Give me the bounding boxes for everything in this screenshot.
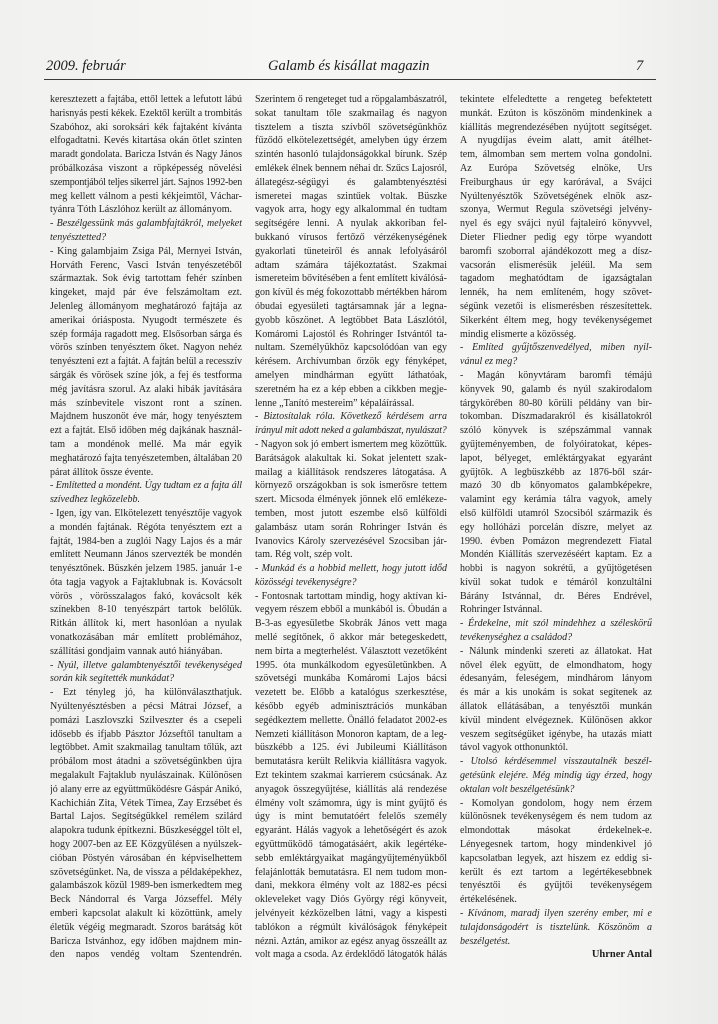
text-line: tenyészteni ezt a fajtát. A fajtán belül a recesszív (50, 356, 242, 368)
text-line: gyobb köszönet. A legtöbbet Bata Lászlótól, (255, 314, 447, 326)
text-line: galambászok közül 1989-ben ismerkedtem meg (50, 880, 242, 892)
text-line: pomázi Laszlovszki Szilveszter és a csepeli (50, 714, 242, 726)
text-column-3 (460, 93, 652, 962)
text-line: szintén hasonló tulajdonságokkal bírunk. Szép (255, 149, 447, 161)
text-line: próbálkozása viszont a röpképesség növelési (50, 162, 242, 174)
text-line: távol vagyok otthonunktól. (460, 742, 569, 754)
interview-answer (50, 93, 242, 217)
text-line: szempontjából teljes sikerrel járt. Sajnos 1992-ben (50, 176, 242, 188)
text-line: keresztezett a fajtába, ettől lettek a lefutott lábú (50, 94, 242, 105)
text-line: Majdnem huszonöt éve már, hogy tenyésztem (50, 411, 242, 423)
text-line: emlékek élnek bennem néhai dr. Szűcs Lajosról, (255, 162, 447, 174)
text-line: getésünk elejére. Még mindig úgy érzed, hogy (460, 770, 652, 782)
text-line: - Említetted a mondént. Úgy tudtam ez a fajta áll (50, 480, 242, 492)
text-line: amerikai óriásposta. Nyugodt természete és (50, 314, 242, 326)
text-line: fűződő elkötelezettségét, amelyben úgy érzem (255, 135, 447, 147)
text-line: Lényegesnek tartom, hogy mindenkivel jó (460, 839, 652, 851)
text-line: - Beszélgessünk más galambfajtákról, melyeket (50, 218, 242, 230)
text-line: környező országokban is sok ismerősre tettem (255, 480, 447, 492)
text-line: Ritkán állítok ki, mert hasonlóan a nyulak (50, 618, 242, 630)
text-line: úgy is mint bemutatóért felelős személy (255, 811, 447, 823)
text-line: 1995. óta munkálkodom egyesületünkben. A (255, 659, 447, 671)
text-line: tagadom meghatódtam de igazságtalan (460, 273, 652, 285)
text-line: tenyésztői és gyűjtői tevékenységem (460, 880, 652, 892)
text-line: gyakorlati tüneteiről és annak lefolyásáról (255, 245, 447, 257)
text-line: Kachichián Zita, Vétek Tímea, Zay Erzsébet és (50, 797, 242, 809)
text-line: a mondén fajtának. Régóta tenyésztem ezt a (50, 521, 242, 533)
text-line: tem, álmomban sem mertem volna gondolni. (460, 149, 652, 161)
text-line: harisnyás pesti kékek. Ezektől került a trombitás (50, 107, 242, 119)
interview-answer (460, 369, 652, 617)
text-line: kívül sokat tudok e témáról konzultálni (460, 576, 652, 588)
text-line: vörös , vörösszalagos fakó, kovácsolt kék (50, 590, 242, 602)
text-line: volt maga a csoda. Az érdeklődő látogatók hálás (255, 949, 447, 961)
interview-question (50, 659, 242, 687)
text-line: élmény volt számomra, úgy is mint gyűjtő és (255, 797, 447, 809)
text-line: - Utolsó kérdésemmel visszautalnék beszél- (460, 756, 652, 768)
text-line: első külföldi utamról Szocsiból származik és (460, 507, 652, 519)
text-line: emberi kapcsolat alakult ki közöttünk, amely (50, 908, 242, 920)
text-line: és már a kis unokám is sokat segítenek az (460, 687, 652, 699)
text-line: Dieter Fliedner pedig egy törpe wyandott (460, 231, 652, 243)
text-line: cióban Pöstyén városában én képviselhettem (50, 852, 242, 864)
text-line: valamint egy kerámia tálra vagyok, amely (460, 494, 652, 506)
text-line: értékelésének. (460, 894, 517, 906)
interview-question (255, 562, 447, 590)
text-line: - King galambjaim Zsiga Pál, Mernyei István, (50, 245, 242, 257)
text-line: oktalan volt beszélgetésünk? (460, 783, 575, 795)
text-line: Baricza Istvánhoz, egy időben majdnem min- (50, 935, 242, 947)
text-line: különösnek tevékenységem és nem tudom az (460, 811, 652, 823)
text-line: mazó 30 db kőnyomatos galambképekre, (460, 480, 652, 492)
text-line: fajtát, 1984-ben a zuglói Nagy Lajos és a már (50, 535, 242, 547)
text-line: említett Neumann János szervezték be mondén (50, 549, 242, 561)
text-line: mellé segítőnek, ő akkor már betegeskedett, (255, 632, 447, 644)
interview-answer (50, 507, 242, 659)
text-line: 1990. évben Pomázon megrendezett Fiatal (460, 535, 652, 547)
text-line: dani, mekkora élmény volt az 1882-es pécsi (255, 880, 447, 892)
text-line: került és ezt tartom a legértékesebbnek (460, 866, 652, 878)
header-rule (44, 79, 656, 80)
text-line: Mondén Kiállítás szervezéséért kaptam. Ez a (460, 549, 652, 561)
text-line: tokomban. Díszmadarakról és kisállatokról (460, 411, 652, 423)
text-line: alapokra tudunk építkezni. Büszkeséggel tölt el, (50, 825, 242, 837)
interview-question (460, 755, 652, 796)
text-line: felajánlották bemutatásra. El nem tudom mon- (255, 866, 447, 878)
text-line: más színbevitele viszont ront a színen. (50, 397, 242, 409)
text-line: során kik segítették munkádat? (50, 673, 175, 685)
text-line: Bartal Lajos. Segítségükkel remélem szilárd (50, 811, 242, 823)
text-line: Nyúltenyésztésben a pécsi Mátrai József, a (50, 701, 242, 713)
text-line: meghatározó fajta tenyészetemben, általában 20 (50, 452, 242, 464)
text-line: együttműködő támogatásáért, akik legértéke- (255, 839, 447, 851)
text-line: tulajdonságodért is tisztelünk. Köszönöm a (460, 921, 652, 933)
text-line: - Nálunk mindenki szereti az állatokat. Hat (460, 645, 652, 657)
interview-question (50, 217, 242, 245)
text-line: sárgák és vörösek színe jók, a fej és testforma (50, 369, 242, 381)
text-line: nézni. Aztán, amikor az egész anyag összeállt az (255, 935, 447, 947)
text-line: Rohringer Istvánnal. (460, 604, 543, 616)
text-line: édesanyám, feleségem, mindhárom lányom (460, 673, 652, 685)
text-line: könyvek 90, galamb és nyúl szakirodalom (460, 383, 652, 395)
text-line: kingeket, majd pár éve felszámoltam ezt. (50, 287, 242, 299)
text-line: állategész-ségügyi és galambtenyésztési (255, 176, 447, 188)
text-line: óta tagja vagyok a Fajtaklubnak is. Kovácsolt (50, 576, 242, 588)
text-line: Nemzeti kiállításon Monoron kaptam, de a leg- (255, 728, 447, 740)
text-line: Beck Nándorral és Varga Józseffel. Mély (50, 894, 242, 906)
text-line: mailag a kiállítások rendszeres látogatása. A (255, 466, 447, 478)
text-line: okleveleket vagy Diós György régi könyveit, (255, 894, 447, 906)
text-line: vörös színben tenyésztem őket. Nagyon nehéz (50, 342, 242, 354)
text-line: Komáromi Lajostól és Rohringer Istvántól ta- (255, 328, 447, 340)
page-number: 7 (636, 58, 644, 74)
text-line: ezt a fajtát. Első időben még dajkának használ- (50, 425, 242, 437)
text-line: életük végéig megmaradt. Szoros barátság köt (50, 921, 242, 933)
interview-answer (460, 797, 652, 907)
text-line: B-3-as egyesületbe Skobrák János vett maga (255, 618, 447, 630)
text-line: szállítási gondjaim vannak autó hiányában. (50, 645, 223, 657)
text-line: Barátságok alakultak ki. Sokat jelentett szak- (255, 452, 447, 464)
text-line: A nyugdíjas éveim alatt, amit átélhet- (460, 135, 652, 147)
interview-question (460, 907, 652, 948)
text-line: Nyúltenyésztők Szövetségének elnök asz- (460, 190, 652, 202)
text-line: - Komolyan gondolom, hogy nem érzem (460, 797, 652, 809)
text-line: - Ezt tényleg jó, ha különválaszthatjuk. (50, 687, 242, 699)
text-line: Jelenleg állományom meghatározó fajtája az (50, 300, 242, 312)
text-line: gyűjtök. A legbüszkébb az 1876-ből szár- (460, 466, 652, 478)
text-line: még javításra szorul. Az alaki hibák javítására (50, 383, 242, 395)
text-line: büszkébb a 125. évi Jubileumi Kiállításon (255, 742, 447, 754)
text-line: galambász utam során Rohringer István és (255, 521, 447, 533)
text-line: vánul ez meg? (460, 356, 518, 368)
text-line: legtöbbet. Amit szakmailag tanultam tőlük, azt (50, 742, 242, 754)
author-name: Uhrner Antal (591, 949, 652, 961)
text-line: szép formája ragadott meg. Elsősorban sárga és (50, 328, 242, 340)
text-line: vagyok arra, hogy egy alkalommal én tudtam (255, 204, 447, 216)
text-line: szóló könyvek is szépszámmal vannak (460, 425, 652, 437)
text-line: baromfi szoborral ajándékozott meg a dísz- (460, 245, 652, 257)
interview-question (460, 341, 652, 369)
text-line: ismeretei magas szintűek voltak. Büszke (255, 190, 447, 202)
text-line: bemutatásra került Relikvia kiállításra vagyok. (255, 756, 447, 768)
text-line: sokat tanultam tőle szakmailag és nagyon (255, 107, 447, 119)
text-column-1 (50, 93, 242, 962)
text-line: tárgykörében 80-80 körüli példány van bir- (460, 397, 652, 409)
text-line: nem bírta a megterhelést. Választott vezetőként (255, 645, 447, 657)
text-line: Szerintem ő rengeteget tud a röpgalambászatról, (255, 94, 447, 105)
text-line: megalakult Fajtaklub nyulászainak. Különösen (50, 770, 242, 782)
text-line: hobbi is nagyon sokrétű, a gyűjtögetésen (460, 563, 652, 575)
text-line: - Érdekelne, mit szól mindehhez a széleskörű (460, 618, 652, 630)
text-line: lenne „Tanító mestereim” képaláírással. (255, 397, 415, 409)
text-line: den napos vendég voltam Szentendrén. (50, 949, 242, 961)
text-line: bukkanó vírusos fertőző vérzékenységének (255, 231, 447, 243)
issue-date: 2009. február (46, 58, 126, 74)
text-line: beszélgetést. (460, 935, 511, 947)
text-line: elmondottak másokat érdekelnek-e. (460, 825, 652, 837)
text-line: hogy 2007-ben az EE Közgyűlésen a nyúlszek- (50, 839, 242, 851)
text-line: szövetségi munkába Komáromi Lajos bácsi (255, 673, 447, 685)
text-line: próbálom most átadni a szövetségünkben újra (50, 756, 242, 768)
text-line: Bárány Istvánnal, dr. Béres Endrével, (460, 590, 652, 602)
text-line: kívül mindent elvégeznek. Különösen akkor (460, 714, 652, 726)
text-line: meg kellett válnom a pesti kékjeimtől, Váchar- (50, 190, 242, 202)
text-line: gon kívül és még fokozottabb mértékben három (255, 287, 447, 299)
text-line: közösségi tevékenységre? (255, 576, 357, 588)
text-line: - Kívánom, maradj ilyen szerény ember, mi e (460, 908, 652, 920)
text-line: temben, most jutott eszembe első külföldi (255, 507, 447, 519)
text-line: maradt gondolata. Baricza István és Nagy János (50, 149, 242, 161)
text-line: tam a mondénok mellé. Ma már egyik (50, 438, 242, 450)
text-line: adtam számára tájékoztatást. Szakmai (255, 259, 447, 271)
text-line: tisztelem a tiszta szívből szövetségünkhöz (255, 121, 447, 133)
text-line: jelvényeit kézközelben látni, vagy a kispesti (255, 908, 447, 920)
text-line: mindig elismerte a közösség. (460, 328, 577, 340)
text-line: elfogadtatni. Kevés kitartása okán ötlet szinten (50, 135, 242, 147)
text-line: párat állítok össze évente. (50, 466, 154, 478)
text-line: tyánra Tóth Lászlóhoz került az állományom. (50, 204, 232, 216)
interview-answer (460, 93, 652, 341)
interview-answer (255, 438, 447, 562)
text-line: - Igen, így van. Elkötelezett tenyésztője vagyok (50, 507, 242, 519)
text-line: - Említed gyűjtőszenvedélyed, miben nyil- (460, 342, 652, 354)
text-line: segítségére lenni. A nyulak akkoriban fel- (255, 218, 447, 230)
text-line: vezetett be. Előbb a katalógus szerkesztése, (255, 687, 447, 699)
text-line: nyel és egy svájci nyúl fajtaleíró könyvvel, (460, 218, 652, 230)
text-line: színekben 8-10 tenyészpárt tartok belőlük. (50, 604, 242, 616)
text-line: vonatkozásában már említett problémához, (50, 632, 242, 644)
text-line: tenyésztőnek. Büszkén jelzem 1985. január 1-e (50, 563, 242, 575)
text-line: egyaránt. Hálás vagyok a lehetőségért és azok (255, 825, 447, 837)
text-line: szonya, Wermut Regula szövetségi jelvény- (460, 204, 652, 216)
text-line: - Munkád és a hobbid mellett, hogy jutott időd (255, 563, 447, 575)
text-line: sebb emléktárgyaikat magángyűjteményükből (255, 852, 447, 864)
text-line: óbudai egyesületi tagtársamnak jár a legna- (255, 300, 447, 312)
text-line: Horváth Ferenc, Vasci István tenyészetéből (50, 259, 242, 271)
interview-question (50, 479, 242, 507)
text-line: szövetségünket. Na, de vissza a példaképekhez, (50, 866, 242, 878)
text-line: Ezt tekintem szakmai karrierem csúcsának. Az (255, 770, 447, 782)
text-line: vacsorán elismerésük jeléül. Ma sem (460, 259, 652, 271)
text-line: - Magán könyvtáram baromfi témájú (460, 369, 652, 381)
text-line: egy hollóházi porcelán díszre, melyet az (460, 521, 652, 533)
text-line: - Fontosnak tartottam mindig, hogy aktívan ki- (255, 590, 447, 602)
text-line: ségünk vezetői is elismerésben részesítettek. (460, 300, 652, 312)
interview-answer (460, 645, 652, 755)
text-line: anyagok összegyűjtése, kiállítás alá rendezése (255, 783, 447, 795)
text-column-2 (255, 93, 447, 962)
text-line: kiállítás megrendezésében nyújtott segítséget. (460, 121, 652, 133)
text-line: később egyéb adminisztrációs munkában (255, 701, 447, 713)
interview-answer (255, 590, 447, 963)
text-line: Sikerként éltem meg, hogy tevékenységemet (460, 314, 652, 326)
text-line: - Biztosítalak róla. Következő kérdésem arra (255, 411, 447, 423)
text-line: segédkeztem mellette. Önálló feladatot 2002-es (255, 714, 447, 726)
text-line: szeretném ha ez a kép ebben a cikkben megje- (255, 383, 447, 395)
text-line: gyűjteményemben, de folyóiratokat, képes- (460, 438, 652, 450)
text-line: szert. Micsoda élmények jönnek elő emlékeze- (255, 494, 447, 506)
text-line: szívedhez legközelebb. (50, 494, 140, 506)
text-line: idősebb és ifjabb Pásztor Józseftől tanultam a (50, 728, 242, 740)
text-line: - Nyúl, illetve galambtenyésztői tevékenységed (50, 659, 242, 671)
text-line: Az Európa Szövetség elnöke, Urs (460, 162, 652, 174)
text-line: állatok ellátásában, a tenyésztői munkán (460, 701, 652, 713)
text-line: munkát. Ezúton is köszönöm mindenkinek a (460, 107, 652, 119)
text-line: nővel élek együtt, de elmondhatom, hogy (460, 659, 652, 671)
interview-answer (255, 93, 447, 410)
interview-answer (50, 686, 242, 962)
text-line: Ivanovics Károly szervezésével Szocsiban jár- (255, 535, 447, 547)
text-line: irányul mit adott neked a galambászat, nyulászat? (255, 425, 447, 437)
text-line: Freiburghaus úr egy karórával, a Svájci (460, 176, 652, 188)
text-line: lennék, ha nem említeném, hogy szövet- (460, 287, 652, 299)
text-line: veszem segítségüket igénybe, ha utazás miatt (460, 728, 652, 740)
text-line: lapot, bélyeget, emléktárgyakat egyaránt (460, 452, 652, 464)
text-line: - Nagyon sok jó embert ismertem meg közöttük. (255, 438, 447, 450)
text-line: tekintete elfeledtette a rengeteg befektetett (460, 94, 652, 105)
interview-answer (50, 245, 242, 480)
text-line: tam. Rég volt, szép volt. (255, 549, 353, 561)
text-line: kérésem. Archívumban őrzök egy fényképet, (255, 356, 447, 368)
text-line: Szabóhoz, aki soroksári kék fajtaként kívánta (50, 121, 242, 133)
text-line: jó alany erre az együttműködésre Gáspár Anikó, (50, 783, 242, 795)
text-line: tevékenységhez a családod? (460, 632, 573, 644)
text-line: ismereteim bővítésében a fent említett kiválósá- (255, 273, 447, 285)
interview-question (460, 617, 652, 645)
interview-question (255, 410, 447, 438)
text-line: származtak. Sok évig tartottam fehér színben (50, 273, 242, 285)
magazine-title: Galamb és kisállat magazin (268, 58, 430, 74)
text-line: amelyen mindhárman együtt láthatóak, (255, 369, 447, 381)
text-line: nultam. Személyükhöz kapcsolódóan van egy (255, 342, 447, 354)
text-line: vegyem részem ebből a munkából is. Óbudán a (255, 604, 447, 616)
text-line: tenyésztetted? (50, 231, 107, 243)
text-line: tablókon a régmúlt kiválóságok fényképeit (255, 921, 447, 933)
text-line: kapcsolatban legyek, azt hiszem ez eddig si- (460, 852, 652, 864)
